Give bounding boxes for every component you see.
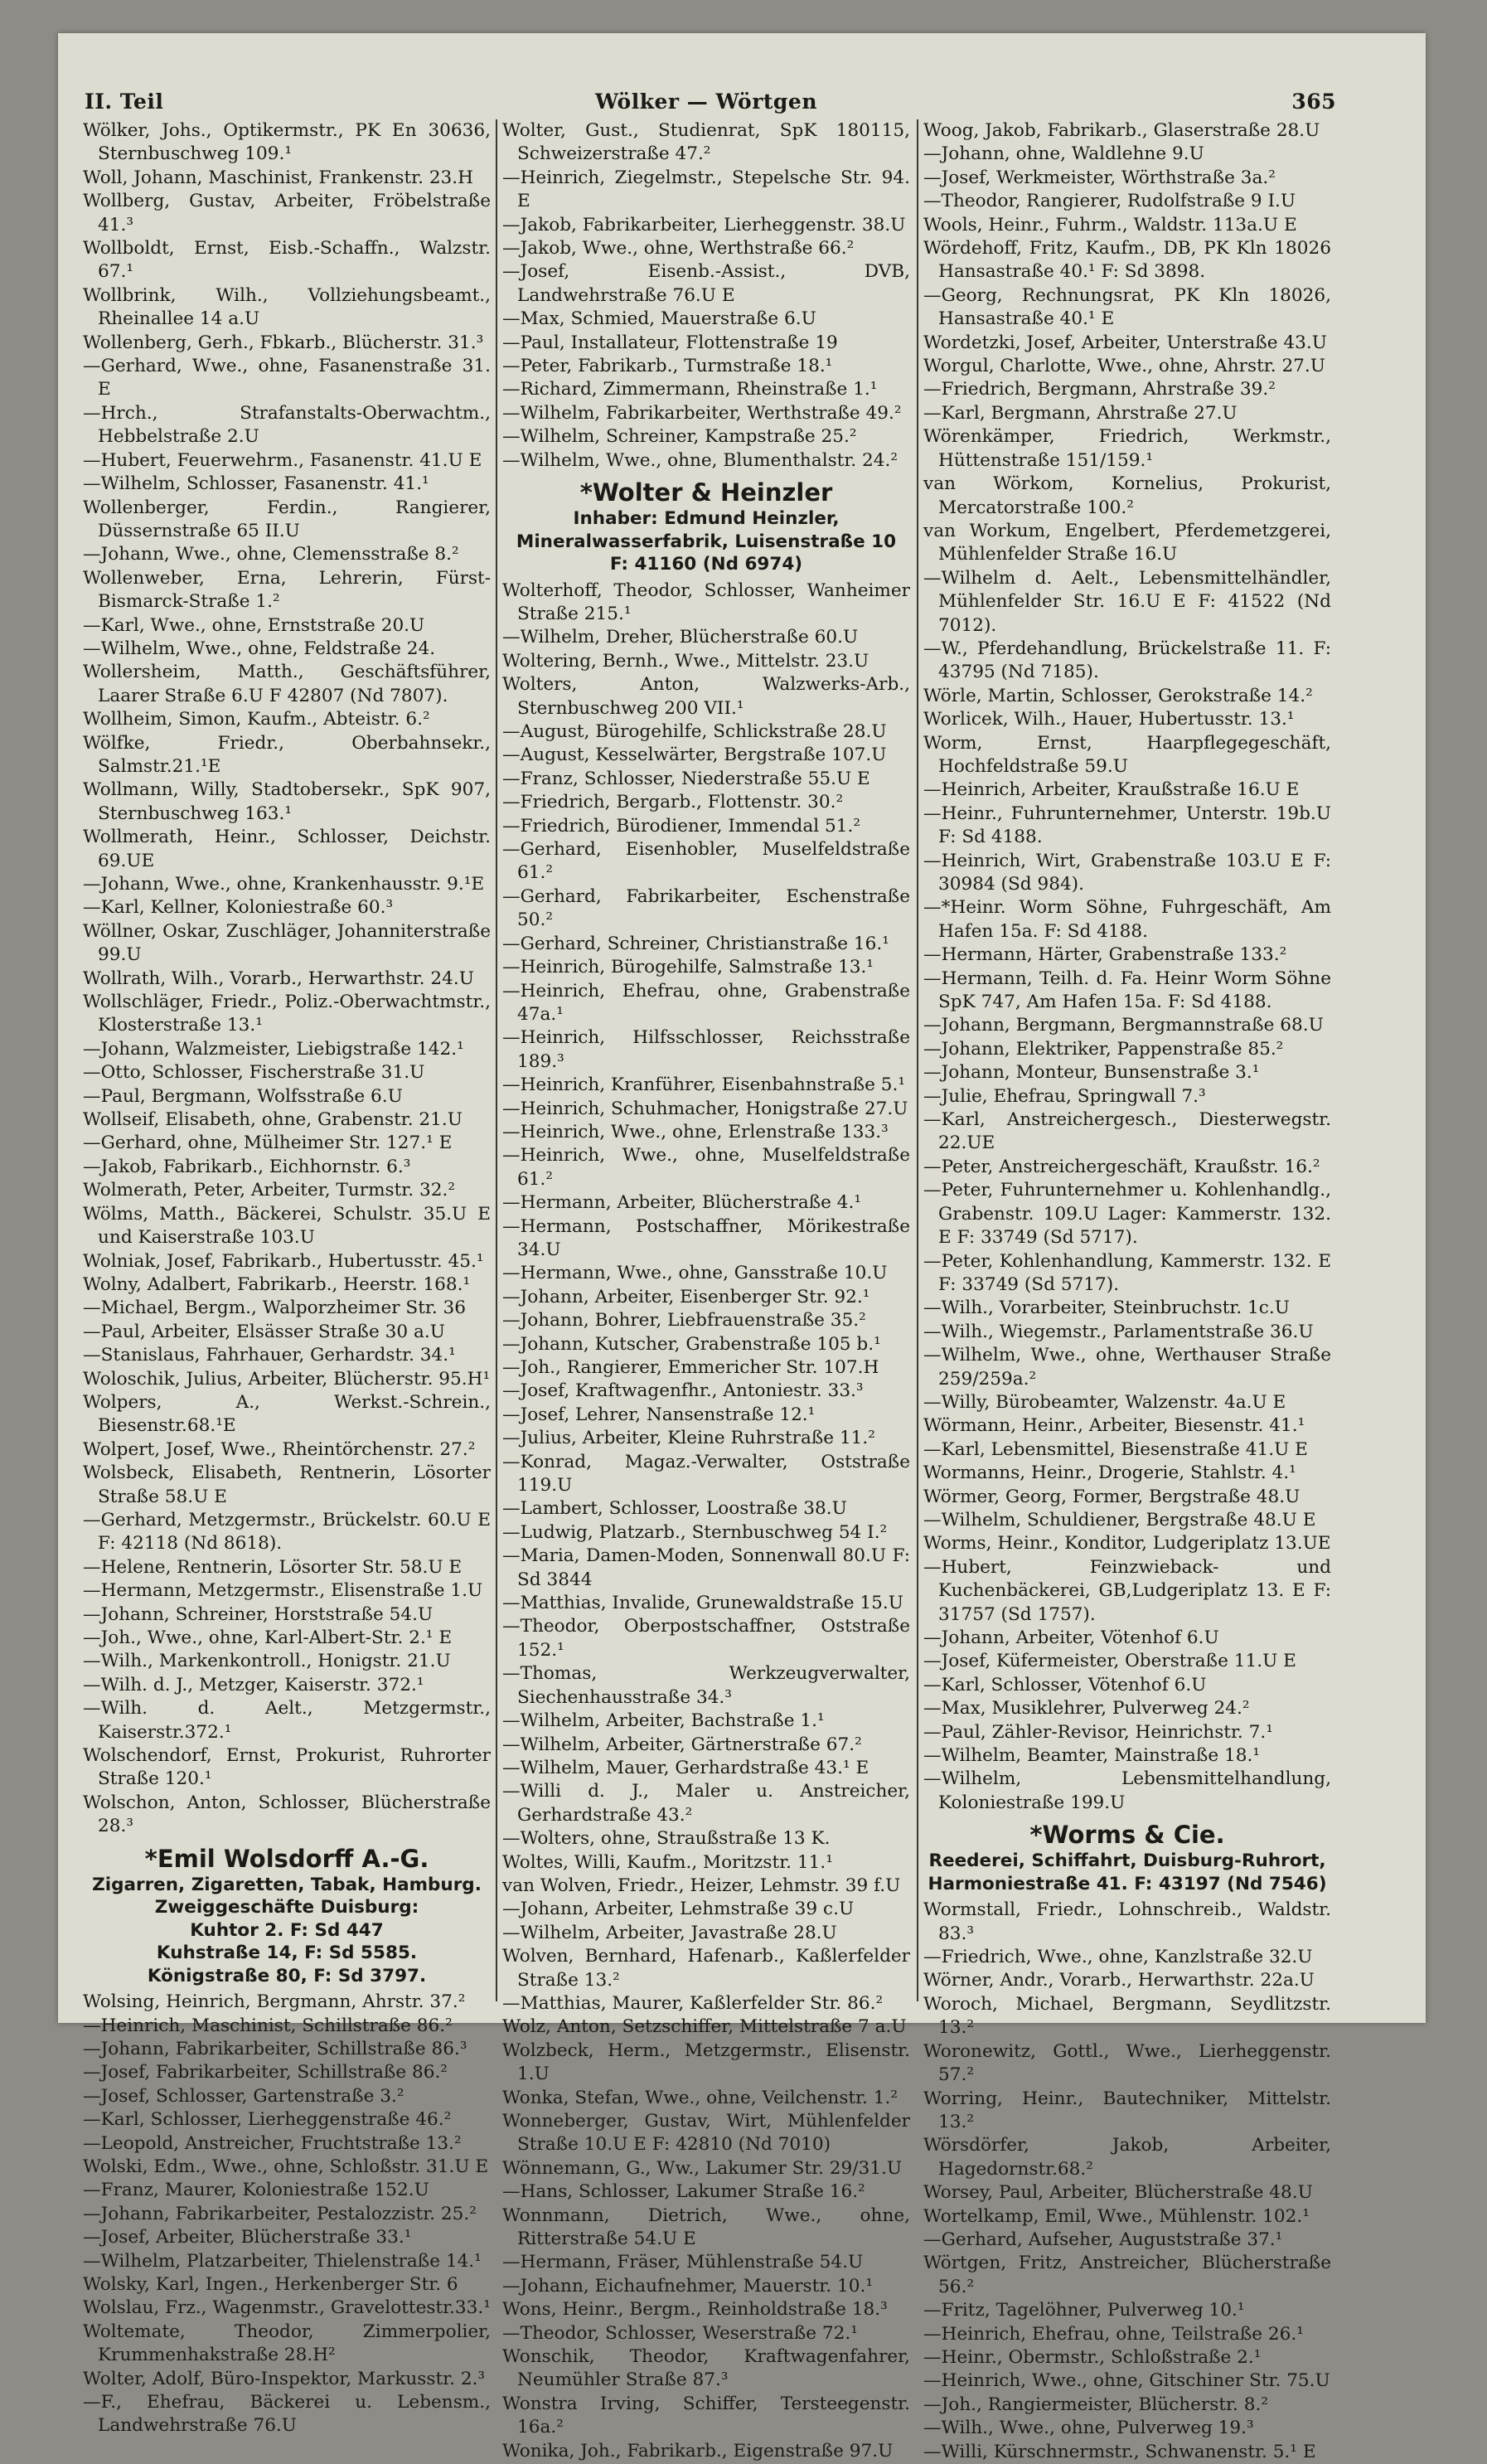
directory-entry: —Wilhelm, Mauer, Gerhardstraße 43.¹ E bbox=[502, 1757, 869, 1778]
directory-entry: —Johann, Monteur, Bunsenstraße 3.¹ bbox=[923, 1062, 1260, 1084]
directory-entry: —Fritz, Tagelöhner, Pulverweg 10.¹ bbox=[923, 2300, 1245, 2321]
ad-line: Zigarren, Zigaretten, Tabak, Hamburg. bbox=[92, 1874, 482, 1895]
directory-entry: —Wilhelm, Platzarbeiter, Thielenstraße 14.¹ bbox=[83, 2250, 482, 2272]
directory-entry: —Karl, Kellner, Koloniestraße 60.³ bbox=[83, 897, 394, 919]
directory-entry: Wollboldt, Ernst, Eisb.-Schaffn., Walzstr. 67.¹ bbox=[83, 238, 491, 283]
directory-entry: —Matthias, Invalide, Grunewaldstraße 15.U bbox=[502, 1593, 903, 1614]
directory-entry: Worgul, Charlotte, Wwe., ohne, Ahrstr. 27.U bbox=[923, 356, 1325, 377]
advertisement bbox=[83, 1844, 491, 1988]
directory-entry: —Josef, Kraftwagenfhr., Antoniestr. 33.³ bbox=[502, 1380, 864, 1402]
directory-entry: —Wilh., Wwe., ohne, Pulverweg 19.³ bbox=[923, 2418, 1254, 2439]
directory-entry: Wollenweber, Erna, Lehrerin, Fürst-Bismarck-Straße 1.² bbox=[83, 567, 491, 613]
directory-entry: —Wilh., Markenkontroll., Honigstr. 21.U bbox=[83, 1651, 451, 1672]
directory-entry: —Johann, Arbeiter, Lehmstraße 39 c.U bbox=[502, 1899, 855, 1920]
directory-entry: —Paul, Installateur, Flottenstraße 19 bbox=[502, 332, 838, 353]
directory-entry: —Heinrich, Wwe., ohne, Muselfeldstraße 61.² bbox=[502, 1145, 910, 1190]
directory-entry: Wolters, Anton, Walzwerks-Arb., Sternbuschweg 200 VII.¹ bbox=[502, 674, 910, 719]
directory-entry: —Ludwig, Platzarb., Sternbuschweg 54 I.² bbox=[502, 1521, 888, 1543]
column-divider bbox=[917, 119, 918, 2001]
directory-entry: —Thomas, Werkzeugverwalter, Siechenhausstraße 34.³ bbox=[502, 1663, 910, 1708]
directory-entry: —Hans, Schlosser, Lakumer Straße 16.² bbox=[502, 2181, 865, 2203]
directory-entry: —Josef, Werkmeister, Wörthstraße 3a.² bbox=[923, 167, 1276, 188]
directory-entry: —Karl, Bergmann, Ahrstraße 27.U bbox=[923, 402, 1238, 424]
directory-entry: —Josef, Lehrer, Nansenstraße 12.¹ bbox=[502, 1404, 816, 1425]
directory-entry: Woronewitz, Gottl., Wwe., Lierheggenstr. 57.² bbox=[923, 2040, 1331, 2086]
directory-entry: —Josef, Fabrikarbeiter, Schillstraße 86.² bbox=[83, 2062, 448, 2083]
directory-entry: —Johann, ohne, Waldlehne 9.U bbox=[923, 143, 1204, 165]
directory-entry: Wolz, Anton, Setzschiffer, Mittelstraße 7 a.U bbox=[502, 2016, 907, 2038]
directory-entry: —Hrch., Strafanstalts-Oberwachtm., Hebbelstraße 2.U bbox=[83, 402, 491, 448]
directory-entry: Wonika, Joh., Fabrikarb., Eigenstraße 97.U bbox=[502, 2440, 894, 2462]
directory-entry: —Heinrich, Schuhmacher, Honigstraße 27.U bbox=[502, 1098, 908, 1119]
directory-entry: —Michael, Bergm., Walporzheimer Str. 36 bbox=[83, 1297, 467, 1319]
directory-entry: —Heinrich, Ziegelmstr., Stepelsche Str. 94. E bbox=[502, 167, 910, 212]
directory-entry: Wolven, Bernhard, Hafenarb., Kaßlerfelder Straße 13.² bbox=[502, 1946, 910, 1991]
directory-entry: —Maria, Damen-Moden, Sonnenwall 80.U F: Sd 3844 bbox=[502, 1545, 910, 1590]
directory-entry: Wolpert, Josef, Wwe., Rheintörchenstr. 27.² bbox=[83, 1438, 476, 1460]
directory-entry: Wörtgen, Fritz, Anstreicher, Blücherstraße 56.² bbox=[923, 2253, 1331, 2297]
directory-entry: —Wilh. d. J., Metzger, Kaiserstr. 372.¹ bbox=[83, 1674, 424, 1695]
directory-entry: —Wilhelm d. Aelt., Lebensmittelhändler, Mühlenfelder Str. 16.U E F: 41522 (Nd 7012). bbox=[923, 567, 1331, 636]
advertisement bbox=[923, 1820, 1331, 1895]
ad-company-name: *Emil Wolsdorff A.-G. bbox=[144, 1844, 429, 1873]
directory-entry: Wölfke, Friedr., Oberbahnsekr., Salmstr.21.¹E bbox=[83, 732, 491, 777]
directory-entry: Wollschläger, Friedr., Poliz.-Oberwachtmstr., Klosterstraße 13.¹ bbox=[83, 992, 491, 1036]
directory-entry: —Johann, Fabrikarbeiter, Schillstraße 86.³ bbox=[83, 2038, 467, 2059]
directory-entry: —Wilhelm, Wwe., ohne, Feldstraße 24. bbox=[83, 638, 436, 659]
directory-entry: Worring, Heinr., Bautechniker, Mittelstr. 13.² bbox=[923, 2088, 1331, 2132]
directory-entry: Woltes, Willi, Kaufm., Moritzstr. 11.¹ bbox=[502, 1851, 833, 1873]
directory-entry: —Wilhelm, Wwe., ohne, Blumenthalstr. 24.² bbox=[502, 449, 898, 471]
page-number: 365 bbox=[1291, 90, 1336, 114]
directory-entry: —Joh., Wwe., ohne, Karl-Albert-Str. 2.¹ E bbox=[83, 1627, 453, 1648]
column-2 bbox=[502, 119, 910, 2462]
directory-page bbox=[58, 33, 1426, 2462]
directory-entry: Worms, Heinr., Konditor, Ludgeriplatz 13.UE bbox=[923, 1533, 1331, 1555]
directory-entry: —Franz, Schlosser, Niederstraße 55.U E bbox=[502, 768, 870, 789]
directory-entry: Wolterhoff, Theodor, Schlosser, Wanheimer Straße 215.¹ bbox=[502, 580, 910, 624]
directory-entry: —Gerhard, ohne, Mülheimer Str. 127.¹ E bbox=[83, 1133, 453, 1154]
directory-entry: —Wilhelm, Wwe., ohne, Werthauser Straße 259/259a.² bbox=[923, 1345, 1331, 1390]
directory-entry: Wörsdörfer, Jakob, Arbeiter, Hagedornstr.68.² bbox=[923, 2135, 1331, 2180]
directory-entry: —Wilhelm, Schuldiener, Bergstraße 48.U E bbox=[923, 1509, 1316, 1530]
directory-entry: Wolsky, Karl, Ingen., Herkenberger Str. 6 bbox=[83, 2274, 458, 2296]
ad-company-name: *Worms & Cie. bbox=[1029, 1821, 1225, 1850]
directory-entry: —Peter, Kohlenhandlung, Kammerstr. 132. E F: 33749 (Sd 5717). bbox=[923, 1250, 1331, 1295]
directory-entry: —Johann, Arbeiter, Vötenhof 6.U bbox=[923, 1627, 1219, 1648]
directory-entry: —August, Bürogehilfe, Schlickstraße 28.U bbox=[502, 721, 887, 743]
directory-entry: —Gerhard, Schreiner, Christianstraße 16.¹ bbox=[502, 933, 889, 954]
directory-entry: —Paul, Zähler-Revisor, Heinrichstr. 7.¹ bbox=[923, 1721, 1273, 1743]
directory-entry: —Johann, Elektriker, Pappenstraße 85.² bbox=[923, 1038, 1284, 1060]
directory-entry: Wolsing, Heinrich, Bergmann, Ahrstr. 37.² bbox=[83, 1991, 466, 2013]
directory-entry: Woog, Jakob, Fabrikarb., Glaserstraße 28.U bbox=[923, 120, 1320, 141]
directory-entry: Wolniak, Josef, Fabrikarb., Hubertusstr. 45.¹ bbox=[83, 1250, 484, 1272]
directory-entry: —Otto, Schlosser, Fischerstraße 31.U bbox=[83, 1062, 425, 1084]
directory-entry: —Josef, Schlosser, Gartenstraße 3.² bbox=[83, 2085, 404, 2107]
directory-entry: —Paul, Arbeiter, Elsässer Straße 30 a.U bbox=[83, 1321, 445, 1342]
directory-entry: Woloschik, Julius, Arbeiter, Blücherstr. 95.H¹ bbox=[83, 1368, 491, 1390]
directory-entry: —Jakob, Wwe., ohne, Werthstraße 66.² bbox=[502, 238, 855, 259]
directory-entry: —Johann, Fabrikarbeiter, Pestalozzistr. 25.² bbox=[83, 2203, 477, 2224]
ad-line: Mineralwasserfabrik, Luisenstraße 10 bbox=[516, 531, 897, 552]
directory-entry: Wolny, Adalbert, Fabrikarb., Heerstr. 168.¹ bbox=[83, 1273, 471, 1295]
directory-entry: Wollersheim, Matth., Geschäftsführer, Laarer Straße 6.U F 42807 (Nd 7807). bbox=[83, 662, 491, 706]
ad-line: Kuhtor 2. F: Sd 447 bbox=[190, 1919, 384, 1941]
page-header bbox=[85, 90, 1336, 123]
directory-entry: Wollmann, Willy, Stadtobersekr., SpK 907, Sternbuschweg 163.¹ bbox=[83, 779, 491, 824]
ad-line: Harmoniestraße 41. F: 43197 (Nd 7546) bbox=[928, 1873, 1327, 1894]
directory-entry: Wollmerath, Heinr., Schlosser, Deichstr. 69.UE bbox=[83, 827, 491, 871]
directory-entry: Wollseif, Elisabeth, ohne, Grabenstr. 21.U bbox=[83, 1109, 463, 1131]
directory-entry: —Gerhard, Metzgermstr., Brückelstr. 60.U E F: 42118 (Nd 8618). bbox=[83, 1509, 491, 1555]
directory-entry: —Gerhard, Wwe., ohne, Fasanenstraße 31. E bbox=[83, 356, 491, 400]
ad-company-name: *Wolter & Heinzler bbox=[579, 478, 833, 507]
directory-entry: Wolmerath, Peter, Arbeiter, Turmstr. 32.² bbox=[83, 1180, 455, 1201]
directory-entry: —Heinrich, Bürogehilfe, Salmstraße 13.¹ bbox=[502, 957, 874, 978]
directory-entry: —Theodor, Schlosser, Weserstraße 72.¹ bbox=[502, 2322, 858, 2344]
directory-entry: —Max, Musiklehrer, Pulverweg 24.² bbox=[923, 1698, 1250, 1719]
directory-entry: Wolsbeck, Elisabeth, Rentnerin, Lösorter Straße 58.U E bbox=[83, 1462, 491, 1507]
directory-entry: —Jakob, Fabrikarbeiter, Lierheggenstr. 38.U bbox=[502, 214, 906, 235]
directory-entry: Wörner, Andr., Vorarb., Herwarthstr. 22a.U bbox=[923, 1970, 1315, 1991]
directory-entry: —Joh., Rangiermeister, Blücherstr. 8.² bbox=[923, 2394, 1268, 2415]
directory-entry: Worm, Ernst, Haarpflegegeschäft, Hochfeldstraße 59.U bbox=[923, 732, 1331, 777]
directory-entry: —F., Ehefrau, Bäckerei u. Lebensm., Landwehrstraße 76.U bbox=[83, 2392, 491, 2437]
advertisement bbox=[502, 478, 910, 576]
running-head: Wölker — Wörtgen bbox=[594, 90, 817, 114]
directory-entry: van Wörkom, Kornelius, Prokurist, Mercatorstraße 100.² bbox=[923, 473, 1331, 518]
directory-entry: Wollheim, Simon, Kaufm., Abteistr. 6.² bbox=[83, 709, 430, 730]
directory-entry: —Friedrich, Bergarb., Flottenstr. 30.² bbox=[502, 792, 844, 813]
directory-entry: —Johann, Kutscher, Grabenstraße 105 b.¹ bbox=[502, 1333, 881, 1355]
directory-entry: —Hermann, Fräser, Mühlenstraße 54.U bbox=[502, 2252, 864, 2273]
directory-entry: Wonschik, Theodor, Kraftwagenfahrer, Neumühler Straße 87.³ bbox=[502, 2346, 910, 2391]
column-divider bbox=[496, 119, 497, 2001]
directory-entry: Wölms, Matth., Bäckerei, Schulstr. 35.U E und Kaiserstraße 103.U bbox=[83, 1203, 491, 1249]
directory-entry: —Wilh. d. Aelt., Metzgermstr., Kaiserstr.372.¹ bbox=[83, 1698, 491, 1743]
directory-entry: Wolter, Gust., Studienrat, SpK 180115, Schweizerstraße 47.² bbox=[502, 120, 910, 165]
directory-entry: —Konrad, Magaz.-Verwalter, Oststraße 119.U bbox=[502, 1451, 910, 1496]
directory-entry: Worlicek, Wilh., Hauer, Hubertusstr. 13.¹ bbox=[923, 709, 1295, 730]
directory-entry: —Peter, Fuhrunternehmer u. Kohlenhandlg., Grabenstr. 109.U Lager: Kammerstr. 132. E F: 33749 (Sd 5717). bbox=[923, 1180, 1331, 1249]
directory-entry: Worsey, Paul, Arbeiter, Blücherstraße 48.U bbox=[923, 2182, 1313, 2204]
directory-entry: —Wilhelm, Arbeiter, Javastraße 28.U bbox=[502, 1922, 837, 1943]
directory-entry: —Joh., Rangierer, Emmericher Str. 107.H bbox=[502, 1357, 879, 1378]
directory-entry: —Wilh., Wiegemstr., Parlamentstraße 36.U bbox=[923, 1321, 1314, 1342]
directory-entry: —Wilh., Vorarbeiter, Steinbruchstr. 1c.U bbox=[923, 1297, 1290, 1319]
directory-entry: —Heinrich, Wirt, Grabenstraße 103.U E F: 30984 (Sd 984). bbox=[923, 850, 1331, 895]
directory-entry: —Peter, Anstreichergeschäft, Kraußstr. 16.² bbox=[923, 1156, 1320, 1177]
directory-entry: —Peter, Fabrikarb., Turmstraße 18.¹ bbox=[502, 356, 833, 377]
directory-entry: Wollrath, Wilh., Vorarb., Herwarthstr. 24.U bbox=[83, 968, 474, 989]
directory-entry: Wolslau, Frz., Wagenmstr., Gravelottestr.33.¹ bbox=[83, 2297, 491, 2319]
directory-entry: —Wilhelm, Arbeiter, Gärtnerstraße 67.² bbox=[502, 1734, 862, 1755]
directory-entry: Wollenberg, Gerh., Fbkarb., Blücherstr. 31.³ bbox=[83, 332, 484, 353]
directory-entry: Wonka, Stefan, Wwe., ohne, Veilchenstr. 1.² bbox=[502, 2087, 898, 2108]
directory-entry: Wolschendorf, Ernst, Prokurist, Ruhrorter Straße 120.¹ bbox=[83, 1745, 491, 1790]
directory-entry: —Heinrich, Wwe., ohne, Gitschiner Str. 75.U bbox=[923, 2370, 1330, 2392]
directory-entry: —Johann, Schreiner, Horststraße 54.U bbox=[83, 1603, 434, 1625]
directory-entry: —*Heinr. Worm Söhne, Fuhrgeschäft, Am Hafen 15a. F: Sd 4188. bbox=[923, 897, 1331, 942]
directory-entry: Wöllner, Oskar, Zuschläger, Johanniterstraße 99.U bbox=[83, 920, 491, 966]
directory-entry: Woroch, Michael, Bergmann, Seydlitzstr. 13.² bbox=[923, 1993, 1331, 2039]
ad-line: F: 41160 (Nd 6974) bbox=[609, 554, 803, 575]
directory-entry: —Hermann, Teilh. d. Fa. Heinr Worm Söhne SpK 747, Am Hafen 15a. F: Sd 4188. bbox=[923, 968, 1331, 1013]
directory-entry: Woll, Johann, Maschinist, Frankenstr. 23.H bbox=[83, 167, 473, 188]
directory-entry: —Heinrich, Arbeiter, Kraußstraße 16.U E bbox=[923, 779, 1300, 801]
directory-entry: Wörle, Martin, Schlosser, Gerokstraße 14.² bbox=[923, 685, 1313, 706]
directory-entry: —Josef, Arbeiter, Blücherstraße 33.¹ bbox=[83, 2227, 412, 2248]
directory-entry: —Willy, Bürobeamter, Walzenstr. 4a.U E bbox=[923, 1391, 1286, 1413]
directory-entry: —Heinr., Fuhrunternehmer, Unterstr. 19b.U F: Sd 4188. bbox=[923, 803, 1331, 848]
directory-entry: —Johann, Wwe., ohne, Clemensstraße 8.² bbox=[83, 544, 459, 565]
directory-entry: —Gerhard, Aufseher, Auguststraße 37.¹ bbox=[923, 2229, 1283, 2250]
directory-entry: Wönnemann, G., Ww., Lakumer Str. 29/31.U bbox=[502, 2157, 903, 2179]
directory-entry: Wördehoff, Fritz, Kaufm., DB, PK Kln 18026 Hansastraße 40.¹ F: Sd 3898. bbox=[923, 238, 1331, 283]
directory-entry: —Wilhelm, Fabrikarbeiter, Werthstraße 49.² bbox=[502, 402, 902, 424]
directory-entry: —Hermann, Härter, Grabenstraße 133.² bbox=[923, 944, 1287, 966]
directory-entry: —Willi, Kürschnermstr., Schwanenstr. 5.¹ E bbox=[923, 2441, 1316, 2462]
directory-entry: —Heinrich, Ehefrau, ohne, Teilstraße 26.¹ bbox=[923, 2323, 1304, 2345]
directory-entry: —Friedrich, Bürodiener, Immendal 51.² bbox=[502, 815, 860, 837]
directory-entry: Wolzbeck, Herm., Metzgermstr., Elisenstr. 1.U bbox=[502, 2040, 910, 2085]
directory-entry: —Paul, Bergmann, Wolfsstraße 6.U bbox=[83, 1085, 403, 1107]
directory-entry: Wollberg, Gustav, Arbeiter, Fröbelstraße 41.³ bbox=[83, 191, 491, 235]
directory-entry: Wollenberger, Ferdin., Rangierer, Düssernstraße 65 II.U bbox=[83, 497, 491, 541]
directory-entry: —Jakob, Fabrikarb., Eichhornstr. 6.³ bbox=[83, 1156, 411, 1177]
directory-entry: Wons, Heinr., Bergm., Reinholdstraße 18.³ bbox=[502, 2299, 888, 2321]
directory-entry: —Johann, Arbeiter, Eisenberger Str. 92.¹ bbox=[502, 1286, 870, 1307]
directory-entry: —Karl, Wwe., ohne, Ernststraße 20.U bbox=[83, 614, 425, 636]
directory-entry: —Julius, Arbeiter, Kleine Ruhrstraße 11.² bbox=[502, 1428, 875, 1449]
directory-entry: —Hermann, Metzgermstr., Elisenstraße 1.U bbox=[83, 1580, 483, 1602]
directory-entry: —Julie, Ehefrau, Springwall 7.³ bbox=[923, 1085, 1206, 1107]
directory-entry: —Johann, Bergmann, Bergmannstraße 68.U bbox=[923, 1015, 1324, 1036]
directory-entry: van Wolven, Friedr., Heizer, Lehmstr. 39 f.U bbox=[502, 1875, 901, 1896]
directory-entry: —Heinrich, Wwe., ohne, Erlenstraße 133.³ bbox=[502, 1121, 889, 1142]
directory-entry: —Hermann, Arbeiter, Blücherstraße 4.¹ bbox=[502, 1192, 862, 1214]
directory-entry: Woltering, Bernh., Wwe., Mittelstr. 23.U bbox=[502, 650, 869, 672]
directory-entry: Wolter, Adolf, Büro-Inspektor, Markusstr. 2.³ bbox=[83, 2368, 486, 2389]
directory-entry: —Johann, Eichaufnehmer, Mauerstr. 10.¹ bbox=[502, 2275, 873, 2297]
directory-entry: —Wilhelm, Schlosser, Fasanenstr. 41.¹ bbox=[83, 473, 429, 495]
directory-entry: —Karl, Lebensmittel, Biesenstraße 41.U E bbox=[923, 1438, 1308, 1460]
directory-entry: —Josef, Küfermeister, Oberstraße 11.U E bbox=[923, 1651, 1296, 1672]
directory-entry: —Gerhard, Eisenhobler, Muselfeldstraße 61.² bbox=[502, 839, 910, 884]
directory-entry: —Hermann, Wwe., ohne, Gansstraße 10.U bbox=[502, 1263, 888, 1284]
directory-entry: Wonstra Irving, Schiffer, Tersteegenstr. 16a.² bbox=[502, 2393, 910, 2438]
section-label: II. Teil bbox=[85, 90, 164, 114]
directory-entry: —Hubert, Feuerwehrm., Fasanenstr. 41.U E bbox=[83, 449, 482, 471]
directory-entry: —Georg, Rechnungsrat, PK Kln 18026, Hansastraße 40.¹ E bbox=[923, 284, 1331, 330]
directory-entry: —Heinr., Obermstr., Schloßstraße 2.¹ bbox=[923, 2346, 1262, 2368]
directory-entry: —Karl, Schlosser, Vötenhof 6.U bbox=[923, 1674, 1207, 1695]
directory-entry: —Wilhelm, Beamter, Mainstraße 18.¹ bbox=[923, 1745, 1260, 1767]
directory-entry: Woltemate, Theodor, Zimmerpolier, Krummenhakstraße 28.H² bbox=[83, 2321, 491, 2366]
directory-entry: —Karl, Schlosser, Lierheggenstraße 46.² bbox=[83, 2109, 452, 2131]
directory-entry: —Franz, Maurer, Koloniestraße 152.U bbox=[83, 2180, 429, 2201]
directory-entry: —Heinrich, Maschinist, Schillstraße 86.² bbox=[83, 2015, 453, 2036]
directory-entry: —Wilhelm, Lebensmittelhandlung, Koloniestraße 199.U bbox=[923, 1768, 1331, 1813]
directory-entry: Wollbrink, Wilh., Vollziehungsbeamt., Rheinallee 14 a.U bbox=[83, 284, 491, 330]
directory-entry: —Josef, Eisenb.-Assist., DVB, Landwehrstraße 76.U E bbox=[502, 261, 910, 306]
directory-entry: Wordetzki, Josef, Arbeiter, Unterstraße 43.U bbox=[923, 332, 1327, 353]
ad-line: Kuhstraße 14, F: Sd 5585. bbox=[156, 1943, 418, 1964]
directory-entry: —Friedrich, Bergmann, Ahrstraße 39.² bbox=[923, 379, 1276, 400]
directory-entry: Wolschon, Anton, Schlosser, Blücherstraße 28.³ bbox=[83, 1792, 491, 1837]
directory-entry: —Johann, Walzmeister, Liebigstraße 142.¹ bbox=[83, 1038, 464, 1060]
directory-entry: Wörenkämper, Friedrich, Werkmstr., Hüttenstraße 151/159.¹ bbox=[923, 426, 1331, 471]
directory-entry: —Friedrich, Wwe., ohne, Kanzlstraße 32.U bbox=[923, 1947, 1313, 1968]
ad-line: Königstraße 80, F: Sd 3797. bbox=[147, 1965, 427, 1986]
directory-entry: —Gerhard, Fabrikarbeiter, Eschenstraße 50.² bbox=[502, 885, 910, 931]
directory-entry: Wolpers, A., Werkst.-Schrein., Biesenstr.68.¹E bbox=[83, 1391, 491, 1437]
directory-entry: —Heinrich, Kranführer, Eisenbahnstraße 5.¹ bbox=[502, 1074, 906, 1096]
directory-entry: —Stanislaus, Fahrhauer, Gerhardstr. 34.¹ bbox=[83, 1345, 456, 1366]
directory-entry: —Hermann, Postschaffner, Mörikestraße 34.U bbox=[502, 1215, 910, 1260]
ad-line: Inhaber: Edmund Heinzler, bbox=[573, 508, 840, 530]
directory-entry: —Heinrich, Ehefrau, ohne, Grabenstraße 47a.¹ bbox=[502, 980, 910, 1025]
directory-entry: —August, Kesselwärter, Bergstraße 107.U bbox=[502, 745, 887, 766]
directory-entry: Wools, Heinr., Fuhrm., Waldstr. 113a.U E bbox=[923, 214, 1297, 235]
directory-entry: Wolski, Edm., Wwe., ohne, Schloßstr. 31.U E bbox=[83, 2156, 489, 2177]
directory-entry: —Lambert, Schlosser, Loostraße 38.U bbox=[502, 1498, 847, 1520]
directory-entry: —Theodor, Oberpostschaffner, Oststraße 152.¹ bbox=[502, 1616, 910, 1661]
directory-entry: —Theodor, Rangierer, Rudolfstraße 9 I.U bbox=[923, 191, 1296, 212]
directory-entry: —Johann, Bohrer, Liebfrauenstraße 35.² bbox=[502, 1310, 866, 1331]
directory-entry: —Willi d. J., Maler u. Anstreicher, Gerhardstraße 43.² bbox=[502, 1781, 910, 1826]
column-3 bbox=[923, 119, 1331, 2462]
directory-entry: Wörmer, Georg, Former, Bergstraße 48.U bbox=[923, 1486, 1301, 1507]
directory-entry: —Wilhelm, Dreher, Blücherstraße 60.U bbox=[502, 627, 859, 648]
directory-entry: —Helene, Rentnerin, Lösorter Str. 58.U E bbox=[83, 1556, 463, 1578]
ad-line: Reederei, Schiffahrt, Duisburg-Ruhrort, bbox=[928, 1850, 1326, 1872]
directory-entry: —Johann, Wwe., ohne, Krankenhausstr. 9.¹E bbox=[83, 874, 485, 895]
directory-entry: —Leopold, Anstreicher, Fruchtstraße 13.² bbox=[83, 2132, 462, 2154]
directory-entry: —Hubert, Feinzwieback- und Kuchenbäckerei, GB,Ludgeriplatz 13. E F: 31757 (Sd 1757). bbox=[923, 1556, 1331, 1625]
directory-entry: van Workum, Engelbert, Pferdemetzgerei, Mühlenfelder Straße 16.U bbox=[923, 520, 1331, 565]
directory-entry: —Wolters, ohne, Straußstraße 13 K. bbox=[502, 1828, 831, 1850]
directory-entry: —Richard, Zimmermann, Rheinstraße 1.¹ bbox=[502, 379, 878, 400]
directory-entry: Wormstall, Friedr., Lohnschreib., Waldstr. 83.³ bbox=[923, 1899, 1331, 1944]
directory-entry: Wormanns, Heinr., Drogerie, Stahlstr. 4.¹ bbox=[923, 1462, 1296, 1484]
directory-entry: —Matthias, Maurer, Kaßlerfelder Str. 86.² bbox=[502, 1992, 884, 2014]
directory-entry: Wonneberger, Gustav, Wirt, Mühlenfelder Straße 10.U E F: 42810 (Nd 7010) bbox=[502, 2111, 910, 2156]
directory-entry: —Karl, Anstreichergesch., Diesterwegstr. 22.UE bbox=[923, 1109, 1331, 1154]
directory-entry: Wölker, Johs., Optikermstr., PK En 30636, Sternbuschweg 109.¹ bbox=[83, 120, 491, 165]
directory-entry: —Wilhelm, Arbeiter, Bachstraße 1.¹ bbox=[502, 1710, 825, 1732]
column-1 bbox=[83, 119, 491, 2437]
directory-entry: Wonnmann, Dietrich, Wwe., ohne, Ritterstraße 54.U E bbox=[502, 2205, 910, 2250]
directory-entry: —W., Pferdehandlung, Brückelstraße 11. F: 43795 (Nd 7185). bbox=[923, 638, 1331, 683]
directory-entry: —Heinrich, Hilfsschlosser, Reichsstraße 189.³ bbox=[502, 1027, 910, 1072]
directory-entry: Wortelkamp, Emil, Wwe., Mühlenstr. 102.¹ bbox=[923, 2205, 1310, 2227]
ad-line: Zweiggeschäfte Duisburg: bbox=[154, 1897, 419, 1918]
directory-entry: —Wilhelm, Schreiner, Kampstraße 25.² bbox=[502, 426, 857, 448]
directory-entry: —Max, Schmied, Mauerstraße 6.U bbox=[502, 308, 816, 330]
directory-entry: Wörmann, Heinr., Arbeiter, Biesenstr. 41.¹ bbox=[923, 1415, 1305, 1437]
